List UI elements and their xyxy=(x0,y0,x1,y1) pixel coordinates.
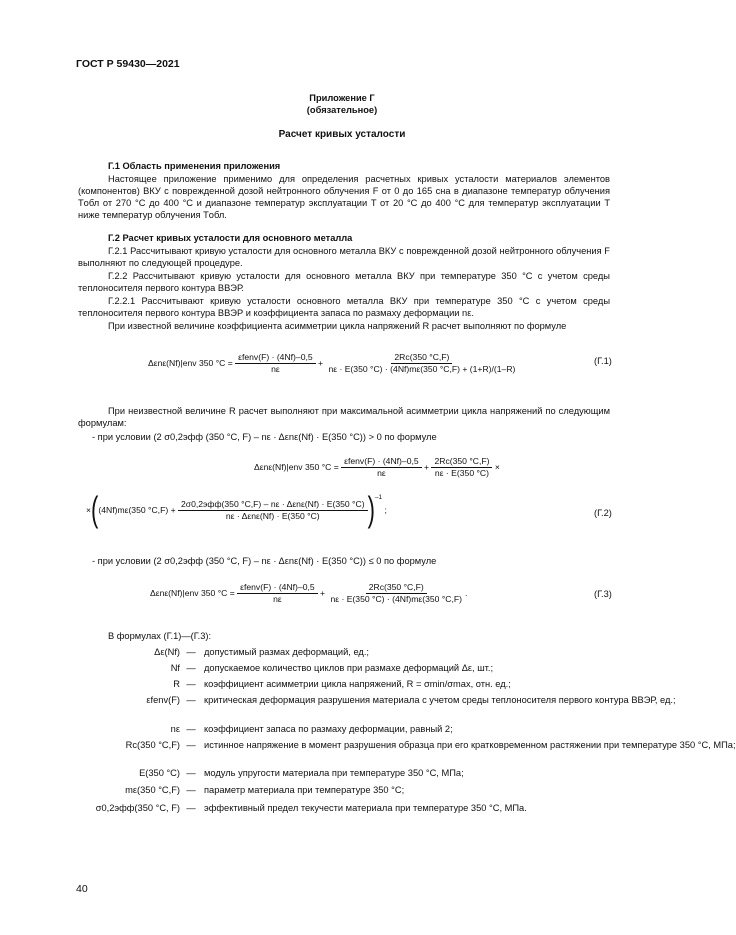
glossary-definition: истинное напряжение в момент разрушения образца при его кратковременном растяжении при температуре 350 °С, МПа; xyxy=(204,740,736,750)
page-number: 40 xyxy=(76,883,88,895)
eq2-denominator-1: nε xyxy=(377,467,386,478)
eq2-numerator-3: 2σ0,2эфф(350 °С,F) – nε · Δεnε(Nf) · E(350 °С) xyxy=(178,499,368,511)
glossary-dash: — xyxy=(186,785,196,795)
section-g221-paragraph: Г.2.2.1 Рассчитывают кривую усталости основного металла ВКУ при температуре 350 °С с учетом среды теплоносителя первого контура ВВЭР и коэффициента запаса по размаху деформации nε. xyxy=(78,296,610,318)
glossary-term: Rc(350 °С,F) xyxy=(125,740,180,750)
eq1-denominator-1: nε xyxy=(271,363,280,374)
equation-lhs: Δεnε(Nf)|env 350 °С = xyxy=(150,587,235,598)
section-g2-heading: Г.2 Расчет кривых усталости для основного металла xyxy=(108,233,353,243)
eq2-denominator-3: nε · Δεnε(Nf) · E(350 °С) xyxy=(225,510,320,521)
glossary-dash: — xyxy=(186,768,196,778)
known-r-paragraph: При известной величине коэффициента асимметрии цикла напряжений R расчет выполняют по формуле xyxy=(108,321,567,331)
condition-2: - при условии (2 σ0,2эфф (350 °С, F) – nε · Δεnε(Nf) · E(350 °С)) ≤ 0 по формуле xyxy=(92,556,437,566)
glossary-term: nε xyxy=(170,724,180,734)
equation-g2-line1: Δεnε(Nf)|env 350 °С = $\frac{\text{εfenv(F) · (4Nf)–0,5}}{n\varepsilon}$ + $\frac{2Rc(350 ^\circ С,F)}{n\varepsilon \cdot E(350 ^\circ С)}$ × xyxy=(254,455,500,478)
equation-lhs: Δεnε(Nf)|env 350 °С = xyxy=(254,461,339,472)
glossary-dash: — xyxy=(186,740,196,750)
glossary-dash: — xyxy=(186,695,196,705)
glossary-term: E(350 °С) xyxy=(139,768,180,778)
glossary-dash: — xyxy=(186,647,196,657)
glossary-term: mε(350 °С,F) xyxy=(125,785,180,795)
equation-lhs: Δεnε(Nf)|env 350 °С = xyxy=(148,357,233,368)
eq2-power-term: (4Nf)mε(350 °С,F) + xyxy=(98,504,176,515)
appendix-subtitle: (обязательное) xyxy=(306,105,378,115)
unknown-r-paragraph: При неизвестной величине R расчет выполняют при максимальной асимметрии цикла напряжений по следующим формулам: xyxy=(78,406,610,428)
glossary-definition: коэффициент асимметрии цикла напряжений, R = σmin/σmax, отн. ед.; xyxy=(204,679,511,689)
eq2-numerator-2: 2Rc(350 °С,F) xyxy=(431,456,492,468)
equation-g2-line2: × ( (4Nf)mε(350 °С,F) + $\frac{\text{2σ0,2эфф(350 °С,F) – nε · Δεnε(Nf) · E(350 °С)}}{\text{nε · Δεnε(Nf) · E(350 °С)}}$ ) $^{-1}$ ; xyxy=(86,489,387,530)
glossary-definition: допускаемое количество циклов при размахе деформаций Δε, шт.; xyxy=(204,663,494,673)
section-g21-paragraph: Г.2.1 Рассчитывают кривую усталости для основного металла ВКУ с поврежденной дозой нейтронного облучения F выполняют по следующей процедуре. xyxy=(78,246,610,268)
glossary-definition: допустимый размах деформаций, ед.; xyxy=(204,647,369,657)
eq3-numerator-1: εfenv(F) · (4Nf)–0,5 xyxy=(237,582,318,594)
glossary-definition: коэффициент запаса по размаху деформации, равный 2; xyxy=(204,724,453,734)
glossary-term: σ0,2эфф(350 °С, F) xyxy=(95,803,180,813)
glossary-definition: эффективный предел текучести материала при температуре 350 °С, МПа. xyxy=(204,803,527,813)
equation-number-g1: (Г.1) xyxy=(594,356,612,366)
equation-number-g2: (Г.2) xyxy=(594,508,612,518)
eq2-denominator-2: nε · E(350 °С) xyxy=(434,467,489,478)
glossary-term: R xyxy=(173,679,180,689)
eq1-denominator-2b: (4Nf)mε(350 °С,F) + (1+R)/(1–R) xyxy=(390,363,516,374)
glossary-list xyxy=(0,646,736,846)
glossary-term: Nf xyxy=(170,663,180,673)
eq3-numerator-2: 2Rc(350 °С,F) xyxy=(366,582,427,594)
eq1-numerator-1: εfenv(F) · (4Nf)–0,5 xyxy=(235,352,316,364)
appendix-heading: Расчет кривых усталости xyxy=(278,129,406,140)
equation-number-g3: (Г.3) xyxy=(594,589,612,599)
eq3-denominator-1: nε xyxy=(273,593,282,604)
eq1-denominator-2a: nε · E(350 °С) · xyxy=(328,363,388,374)
glossary-definition: критическая деформация разрушения материала с учетом среды теплоносителя первого контура ВВЭР, ед.; xyxy=(204,695,676,705)
condition-1: - при условии (2 σ0,2эфф (350 °С, F) – nε · Δεnε(Nf) · E(350 °С)) > 0 по формуле xyxy=(92,432,437,442)
glossary-dash: — xyxy=(186,679,196,689)
equation-g3: Δεnε(Nf)|env 350 °С = $\frac{\text{εfenv(F) · (4Nf)–0,5}}{n\varepsilon}$ + $\frac{2Rc(350 ^\circ С,F)}{n\varepsilon \cdot E(350 ^\circ С) \cdot (4Nf)m\varepsilon(350 ^\circ С,F)}$ . xyxy=(150,581,468,604)
eq1-numerator-2: 2Rc(350 °С,F) xyxy=(391,352,452,364)
glossary-dash: — xyxy=(186,724,196,734)
section-g1-paragraph: Настоящее приложение применимо для определения расчетных кривых усталости материалов элементов (компонентов) ВКУ с поврежденной дозой нейтронного облучения F от 0 до 165 сна в диапазоне температур облучения Tобл от 270 °С до 400 °С и диапазоне температур эксплуатации T от 20 °С до 400 °С для температур эксплуатации T ниже температур облучения Tобл. xyxy=(78,174,610,220)
equation-g1: Δεnε(Nf)|env 350 °С = $\frac{\text{εfenv(F) · (4Nf)–0,5}}{n\varepsilon}$ + $\frac{2Rc(350 ^\circ С,F)}{n\varepsilon \cdot E(350 ^\circ С) \cdot (4Nf)m\varepsilon(350 ^\circ С,F) + (1+R)/(1-R)}$ xyxy=(148,351,516,374)
glossary-term: Δε(Nf) xyxy=(154,647,180,657)
appendix-title: Приложение Г xyxy=(309,93,375,103)
glossary-definition: модуль упругости материала при температуре 350 °С, МПа; xyxy=(204,768,464,778)
glossary-intro: В формулах (Г.1)—(Г.3): xyxy=(108,631,212,641)
eq2-numerator-1: εfenv(F) · (4Nf)–0,5 xyxy=(341,456,422,468)
glossary-dash: — xyxy=(186,663,196,673)
glossary-definition: параметр материала при температуре 350 °С; xyxy=(204,785,405,795)
document-header: ГОСТ Р 59430—2021 xyxy=(76,58,180,70)
glossary-dash: — xyxy=(186,803,196,813)
glossary-term: εfenv(F) xyxy=(146,695,180,705)
section-g22-paragraph: Г.2.2 Рассчитывают кривую усталости для основного металла ВКУ при температуре 350 °С с учетом среды теплоносителя первого контура ВВЭР. xyxy=(78,271,610,293)
eq3-denominator-2: nε · E(350 °С) · (4Nf)mε(350 °С,F) xyxy=(330,593,462,604)
section-g1-heading: Г.1 Область применения приложения xyxy=(108,161,281,171)
